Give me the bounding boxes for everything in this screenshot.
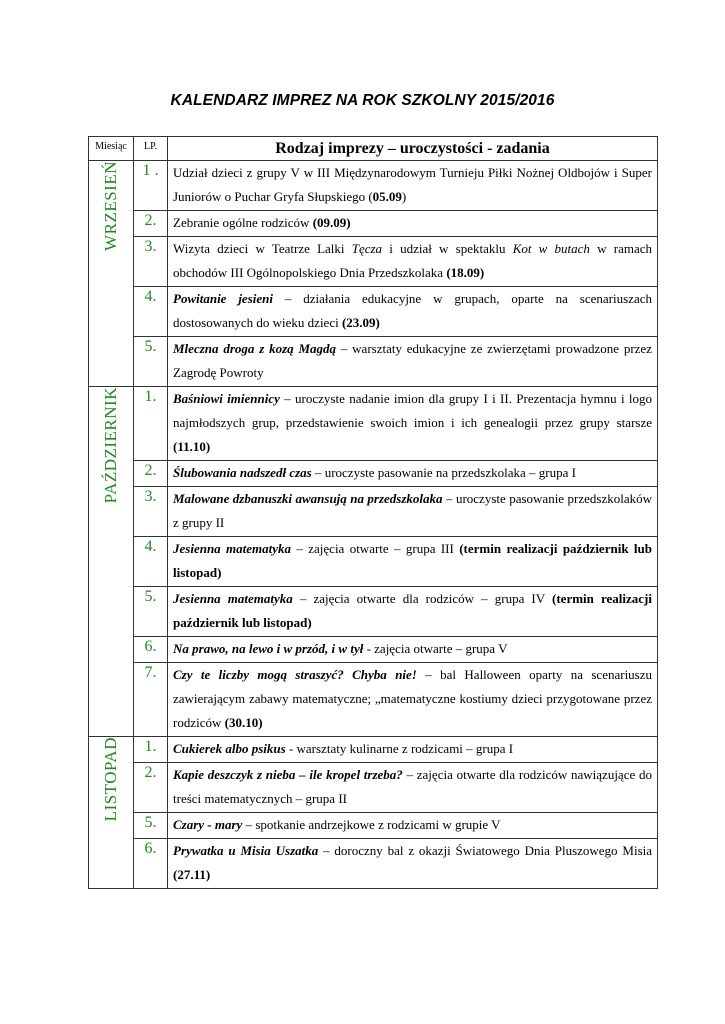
- table-row: [89, 763, 658, 813]
- event-text-part: Jesienna matematyka: [173, 541, 292, 556]
- table-row: [89, 587, 658, 637]
- header-event-type: Rodzaj imprezy – uroczystości - zadania: [168, 137, 658, 161]
- event-text-part: (termin realizacji październik lub listopad): [173, 591, 652, 630]
- event-text-part: (30.10): [224, 715, 263, 730]
- table-row: [89, 461, 658, 487]
- table-header-row: [89, 137, 658, 161]
- month-label: PAŹDZIERNIK: [101, 387, 120, 504]
- event-text-part: – zajęcia otwarte dla rodziców – grupa IV: [292, 591, 553, 606]
- event-text-part: – zajęcia otwarte – grupa III: [291, 541, 460, 556]
- event-text-part: – uroczyste pasowanie przedszkolaków z grupy II: [173, 491, 652, 530]
- event-description: [168, 461, 658, 487]
- table-row: [89, 287, 658, 337]
- event-number: 5.: [134, 813, 168, 839]
- event-text-part: (termin realizacji październik lub listopad): [173, 541, 652, 580]
- event-number: 2.: [134, 763, 168, 813]
- event-number: 2.: [134, 211, 168, 237]
- event-text-part: Powitanie jesieni: [173, 291, 273, 306]
- event-text-part: – spotkanie andrzejkowe z rodzicami w grupie V: [242, 817, 501, 832]
- table-row: [89, 237, 658, 287]
- event-text-part: Mleczna droga z kozą Magdą: [173, 341, 337, 356]
- event-text-part: Jesienna matematyka: [173, 591, 293, 606]
- event-text-part: Czy te liczby mogą straszyć? Chyba nie!: [173, 667, 417, 682]
- table-row: [89, 161, 658, 211]
- event-description: [168, 813, 658, 839]
- month-label: LISTOPAD: [101, 737, 120, 822]
- event-description: [168, 161, 658, 211]
- event-text-part: w ramach obchodów III Ogólnopolskiego Dnia Przedszkolaka: [173, 241, 652, 280]
- event-text-part: (09.09): [312, 215, 351, 230]
- event-text-part: – bal Halloween oparty na scenariuszu zawierającym zabawy matematyczne; „matematyczne kostiumy dzieci przygotowane przez rodziców: [173, 667, 653, 730]
- event-text-part: – zajęcia otwarte dla rodziców nawiązujące do treści matematycznych – grupa II: [173, 767, 652, 806]
- event-text-part: 05.09: [372, 189, 402, 204]
- table-row: [89, 537, 658, 587]
- table-row: [89, 211, 658, 237]
- event-number: 5.: [134, 337, 168, 387]
- event-description: [168, 763, 658, 813]
- table-row: [89, 387, 658, 461]
- event-text-part: – doroczny bal z okazji Światowego Dnia Pluszowego Misia: [318, 843, 653, 858]
- event-number: 6.: [134, 839, 168, 889]
- event-description: [168, 487, 658, 537]
- event-description: [168, 287, 658, 337]
- event-description: [168, 737, 658, 763]
- event-text-part: (27.11): [173, 867, 211, 882]
- event-text-part: – uroczyste nadanie imion dla grupy I i II. Prezentacja hymnu i logo najmłodszych grup, przedstawienie swoich imion i ich genealogii przez grupy starsze: [173, 391, 652, 430]
- document-title: KALENDARZ IMPREZ NA ROK SZKOLNY 2015/2016: [170, 92, 555, 109]
- event-text-part: – warsztaty edukacyjne ze zwierzętami prowadzone przez Zagrodę Powroty: [173, 341, 652, 380]
- event-text-part: Tęcza: [351, 241, 383, 256]
- event-number: 6.: [134, 637, 168, 663]
- event-text-part: (23.09): [341, 315, 380, 330]
- event-description: [168, 587, 658, 637]
- event-text-part: Udział dzieci z grupy V w III Międzynarodowym Turnieju Piłki Nożnej Oldbojów i Super Juniorów o Puchar Gryfa Słupskiego (: [173, 165, 652, 204]
- event-text-part: – uroczyste pasowanie na przedszkolaka – grupa I: [311, 465, 576, 480]
- event-text-part: Kot w butach: [512, 241, 590, 256]
- event-number: 1.: [134, 387, 168, 461]
- event-number: 3.: [134, 487, 168, 537]
- event-text-part: – działania edukacyjne w grupach, oparte na scenariuszach dostosowanych do wieku dzieci: [173, 291, 652, 330]
- month-label: WRZESIEŃ: [101, 161, 120, 251]
- event-text-part: (18.09): [446, 265, 485, 280]
- event-text-part: Cukierek albo psikus: [173, 741, 286, 756]
- event-number: 4.: [134, 537, 168, 587]
- event-number: 2.: [134, 461, 168, 487]
- event-text-part: Kapie deszczyk z nieba – ile kropel trzeba?: [173, 767, 403, 782]
- month-cell: [89, 161, 134, 387]
- event-text-part: Czary - mary: [173, 817, 243, 832]
- event-description: [168, 387, 658, 461]
- table-row: [89, 663, 658, 737]
- event-number: 3.: [134, 237, 168, 287]
- event-text-part: ): [401, 189, 407, 204]
- month-cell: [89, 387, 134, 737]
- event-text-part: Malowane dzbanuszki awansują na przedszkolaka: [173, 491, 443, 506]
- header-month: Miesiąc: [89, 137, 134, 161]
- event-number: 4.: [134, 287, 168, 337]
- events-calendar-table: [88, 136, 658, 889]
- event-text-part: Baśniowi imiennicy: [173, 391, 280, 406]
- table-row: [89, 813, 658, 839]
- header-lp: LP.: [134, 137, 168, 161]
- event-text-part: - zajęcia otwarte – grupa V: [363, 641, 508, 656]
- event-text-part: Na prawo, na lewo i w przód, i w tył: [173, 641, 364, 656]
- event-description: [168, 237, 658, 287]
- month-cell: [89, 737, 134, 889]
- event-text-part: Ślubowania nadszedł czas: [173, 465, 312, 480]
- event-description: [168, 537, 658, 587]
- event-number: 7.: [134, 663, 168, 737]
- event-description: [168, 637, 658, 663]
- event-text-part: - warsztaty kulinarne z rodzicami – grupa I: [285, 741, 514, 756]
- event-number: 5.: [134, 587, 168, 637]
- event-number: 1 .: [134, 161, 168, 211]
- event-text-part: i udział w spektaklu: [382, 241, 513, 256]
- event-text-part: Prywatka u Misia Uszatka: [173, 843, 319, 858]
- table-row: [89, 839, 658, 889]
- event-text-part: (11.10): [173, 439, 211, 454]
- table-row: [89, 487, 658, 537]
- event-text-part: Zebranie ogólne rodziców: [173, 215, 313, 230]
- table-row: [89, 637, 658, 663]
- table-body: [89, 161, 658, 889]
- event-text-part: Wizyta dzieci w Teatrze Lalki: [173, 241, 352, 256]
- event-description: [168, 211, 658, 237]
- event-description: [168, 337, 658, 387]
- event-description: [168, 663, 658, 737]
- event-number: 1.: [134, 737, 168, 763]
- event-description: [168, 839, 658, 889]
- table-row: [89, 337, 658, 387]
- table-row: [89, 737, 658, 763]
